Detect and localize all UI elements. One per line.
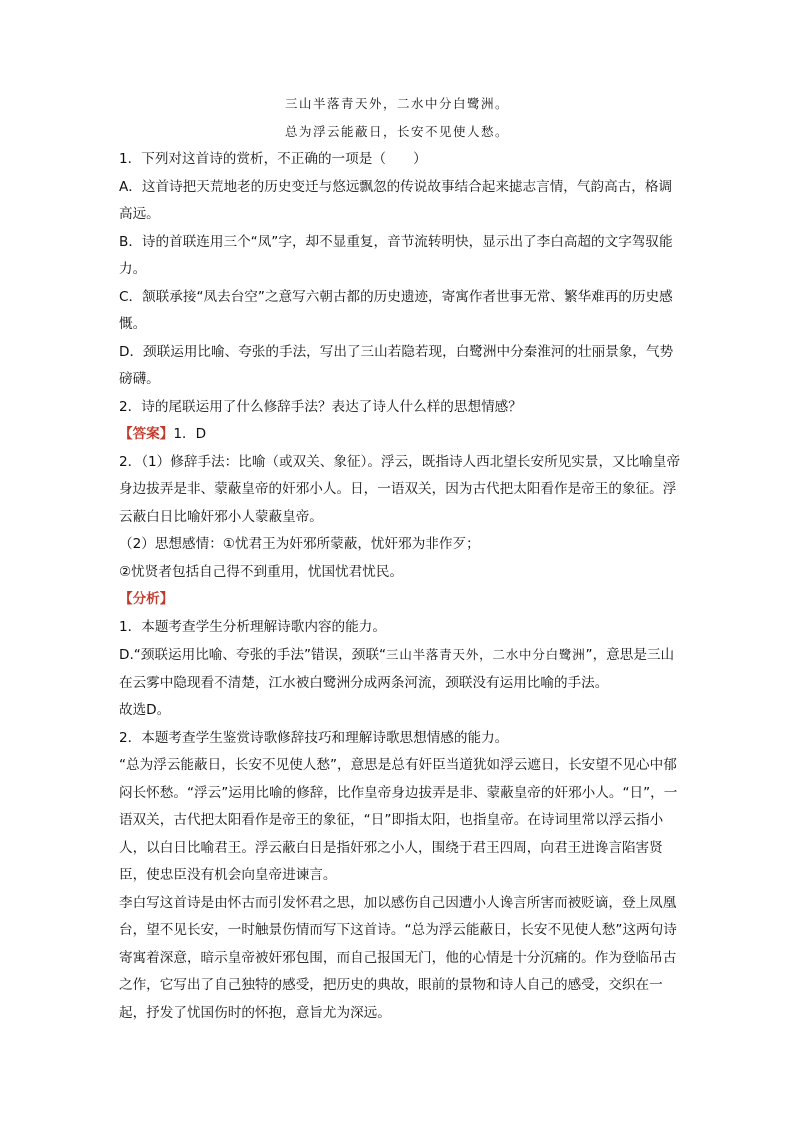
question-2-stem: 2．诗的尾联运用了什么修辞手法？表达了诗人什么样的思想情感？ — [119, 398, 522, 415]
analysis-sentence-3: 故选D。 — [119, 702, 171, 718]
poem-line-2: 总为浮云能蔽日，长安不见使人愁。 — [284, 124, 509, 139]
document-body — [119, 146, 681, 1027]
answer-2-paragraph-2: （2）思想感情：①忧君王为奸邪所蒙蔽，忧奸邪为非作歹； — [119, 536, 480, 552]
analysis-paragraph-6: 李白写这首诗是由怀古而引发怀君之思，加以感伤自己因遭小人谗言所害而被贬谪，登上凤凰台，望不见长安，一时触景伤情而写下这首诗。“总为浮云能蔽日，长安不见使人愁”这两句诗寄寓着深意，暗示皇帝被奸邪包围，而自己报国无门，他的心情是十分沉痛的。作为登临吊古之作，它写出了自己独特的感受，把历史的典故，眼前的景物和诗人自己的感受，交织在一起，抒发了忧国伤时的怀抱，意旨尤为深远。 — [119, 894, 677, 1021]
answer-heading — [119, 421, 681, 449]
question-1-option-d: D．颈联运用比喻、夸张的手法，写出了三山若隐若现，白鹭洲中分秦淮河的壮丽景象，气势磅礴。 — [119, 343, 674, 387]
answer-2-paragraph-3: ②忧贤者包括自己得不到重用，忧国忧君忧民。 — [119, 563, 404, 580]
analysis-sentence-4: 2．本题考查学生鉴赏诗歌修辞技巧和理解诗歌思想情感的能力。 — [119, 729, 509, 746]
question-1-stem: 1．下列对这首诗的赏析，不正确的一项是（ ） — [119, 151, 427, 167]
analysis-s2-pre: D.“颈联运用比喻、夸张的手法”错误，颈联“ — [119, 647, 387, 663]
poem-line-1: 三山半落青天外，二水中分白鹭洲。 — [284, 96, 509, 111]
analysis-paragraph-5: “总为浮云能蔽日，长安不见使人愁”，意思是总有奸臣当道犹如浮云遮日，长安望不见心中郁闷长怀愁。“浮云”运用比喻的修辞，比作皇帝身边拔弄是非、蒙蔽皇帝的奸邪小人。“日”，一语双关，古代把太阳看作是帝王的象征，“日”即指太阳，也指皇帝。在诗词里常以浮云指小人，以白日比喻君王。浮云蔽白日是指奸邪之小人，围绕于君王四周，向君王进谗言陷害贤臣，使忠臣没有机会向皇帝进谏言。 — [119, 757, 678, 883]
answer-tag: 【答案】 — [119, 426, 174, 442]
answer-2-paragraph-1: 2．（1）修辞手法：比喻（或双关、象征）。浮云，既指诗人西北望长安所见实景，又比喻皇帝身边拔弄是非、蒙蔽皇帝的奸邪小人。日，一语双关，因为古代把太阳看作是帝王的象征。浮云蔽白日比喻奸邪小人蒙蔽皇帝。 — [119, 453, 681, 525]
analysis-s2-quote: 三山半落青天外，二水中分白鹭洲 — [386, 647, 586, 662]
question-1-option-a: A．这首诗把天荒地老的历史变迁与悠远飘忽的传说故事结合起来摅志言情，气韵高古，格调高远。 — [119, 178, 673, 222]
analysis-sentence-1: 1．本题考查学生分析理解诗歌内容的能力。 — [119, 618, 386, 635]
answer-1: 1．D — [173, 426, 207, 442]
analysis-heading — [119, 586, 681, 614]
analysis-sentence-2 — [119, 641, 681, 697]
analysis-s2-post: ”，意思是三山在云雾中隐现看不清楚，江水被白鹭洲分成两条河流，颈联没有运用比喻的手法。 — [119, 647, 675, 691]
question-1-option-b: B．诗的首联连用三个“凤”字，却不显重复，音节流转明快，显示出了李白高超的文字驾驭能力。 — [119, 233, 673, 277]
analysis-tag: 【分析】 — [119, 591, 174, 607]
question-1-option-c: C．颔联承接“凤去台空”之意写六朝古都的历史遗迹，寄寓作者世事无常、繁华难再的历史感慨。 — [119, 288, 673, 332]
